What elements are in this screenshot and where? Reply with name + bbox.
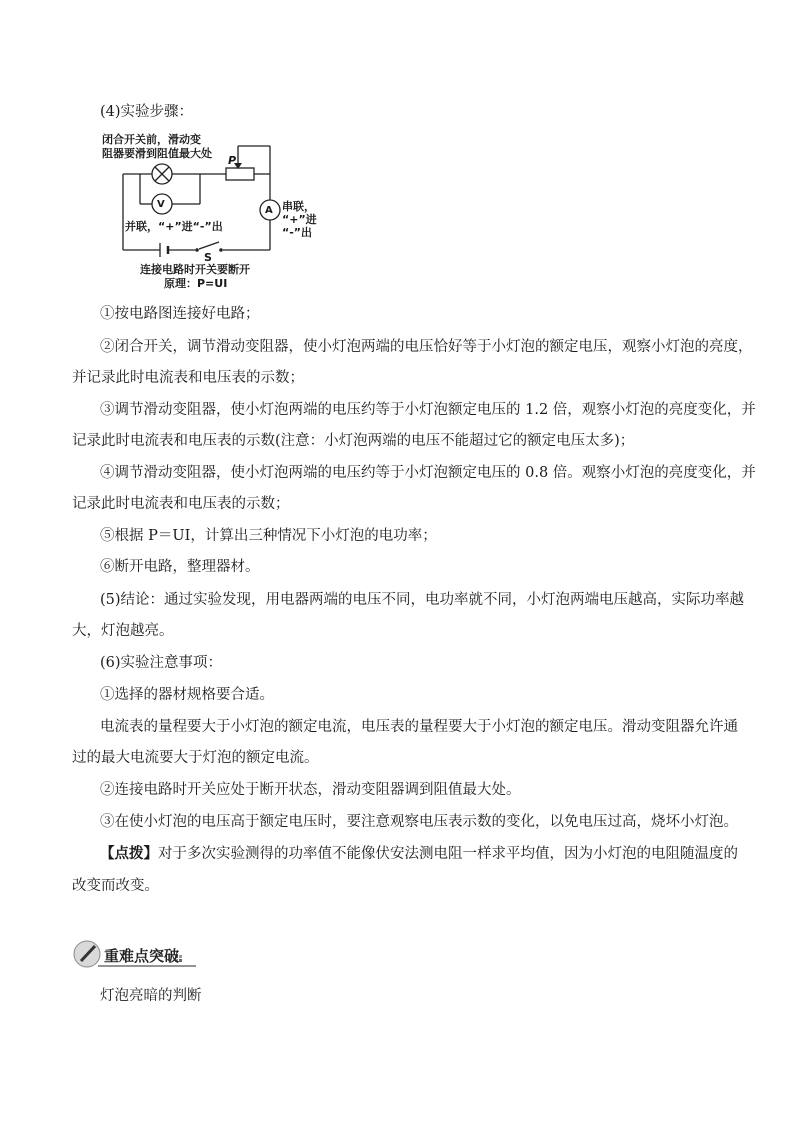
ammeter-label: A (265, 205, 273, 216)
step-line: ②闭合开关，调节滑动变阻器，使小灯泡两端的电压恰好等于小灯泡的额定电压，观察小灯泡的亮度， (100, 339, 753, 355)
section-banner-title: 重难点突破 (104, 947, 180, 965)
conclusion-line-1: (5)结论：通过实验发现，用电器两端的电压不同，电功率就不同，小灯泡两端电压越高，实际功率越 (100, 592, 745, 608)
note-line: ①选择的器材规格要合适。 (100, 687, 274, 703)
step-line: ④调节滑动变阻器，使小灯泡两端的电压约等于小灯泡额定电压的 0.8 倍。观察小灯泡的亮度变化，并 (100, 465, 756, 481)
section-banner (72, 939, 200, 969)
pen-icon (74, 941, 100, 967)
step-line: ⑥断开电路，整理器材。 (100, 559, 260, 575)
voltmeter-label: V (157, 199, 165, 210)
circuit-note-top-1: 闭合开关前，滑动变 (102, 133, 201, 146)
circuit-note-bottom: 连接电路时开关要断开 (140, 263, 250, 276)
step-line: 记录此时电流表和电压表的示数； (72, 496, 290, 512)
conclusion-line-2: 大，灯泡越亮。 (72, 623, 174, 639)
series-note-2: “+”进 (282, 213, 317, 226)
step-line: ①按电路图连接好电路； (100, 306, 260, 322)
note-line: 电流表的量程要大于小灯泡的额定电流，电压表的量程要大于小灯泡的额定电压。滑动变阻器允许通 (100, 719, 738, 735)
circuit-note-top-2: 阻器要滑到阻值最大处 (102, 147, 212, 160)
heading-steps: (4)实验步骤： (100, 104, 194, 120)
step-line: 记录此时电流表和电压表的示数(注意：小灯泡两端的电压不能超过它的额定电压太多)； (72, 433, 635, 449)
note-line: ③在使小灯泡的电压高于额定电压时，要注意观察电压表示数的变化，以免电压过高，烧坏小灯泡。 (100, 814, 738, 830)
parallel-note: 并联，“+”进“-”出 (125, 220, 223, 233)
switch-symbol (195, 248, 199, 252)
tip-line-1 (0, 844, 794, 864)
slider-label: P (228, 154, 237, 167)
rheostat-symbol (226, 168, 254, 180)
tip-label: 【点拨】 (100, 845, 158, 862)
circuit-principle: 原理：P=UI (164, 277, 228, 290)
note-line: ②连接电路时开关应处于断开状态，滑动变阻器调到阻值最大处。 (100, 782, 521, 798)
note-line: 过的最大电流要大于灯泡的额定电流。 (72, 750, 319, 766)
circuit-diagram (102, 130, 350, 290)
step-line: ⑤根据 P＝UI，计算出三种情况下小灯泡的电功率； (100, 528, 437, 544)
series-note-1: 串联， (282, 200, 315, 213)
step-line: ③调节滑动变阻器，使小灯泡两端的电压约等于小灯泡额定电压的 1.2 倍，观察小灯泡的亮度变化，并 (100, 402, 756, 418)
step-line: 并记录此时电流表和电压表的示数； (72, 370, 304, 386)
tip-text-1: 对于多次实验测得的功率值不能像伏安法测电阻一样求平均值，因为小灯泡的电阻随温度的 (158, 846, 738, 862)
series-note-3: “-”出 (282, 226, 313, 239)
heading-notes: (6)实验注意事项： (100, 655, 223, 671)
tip-line-2: 改变而改变。 (72, 878, 159, 894)
section-item: 灯泡亮暗的判断 (100, 988, 202, 1004)
switch-label: S (204, 251, 212, 264)
